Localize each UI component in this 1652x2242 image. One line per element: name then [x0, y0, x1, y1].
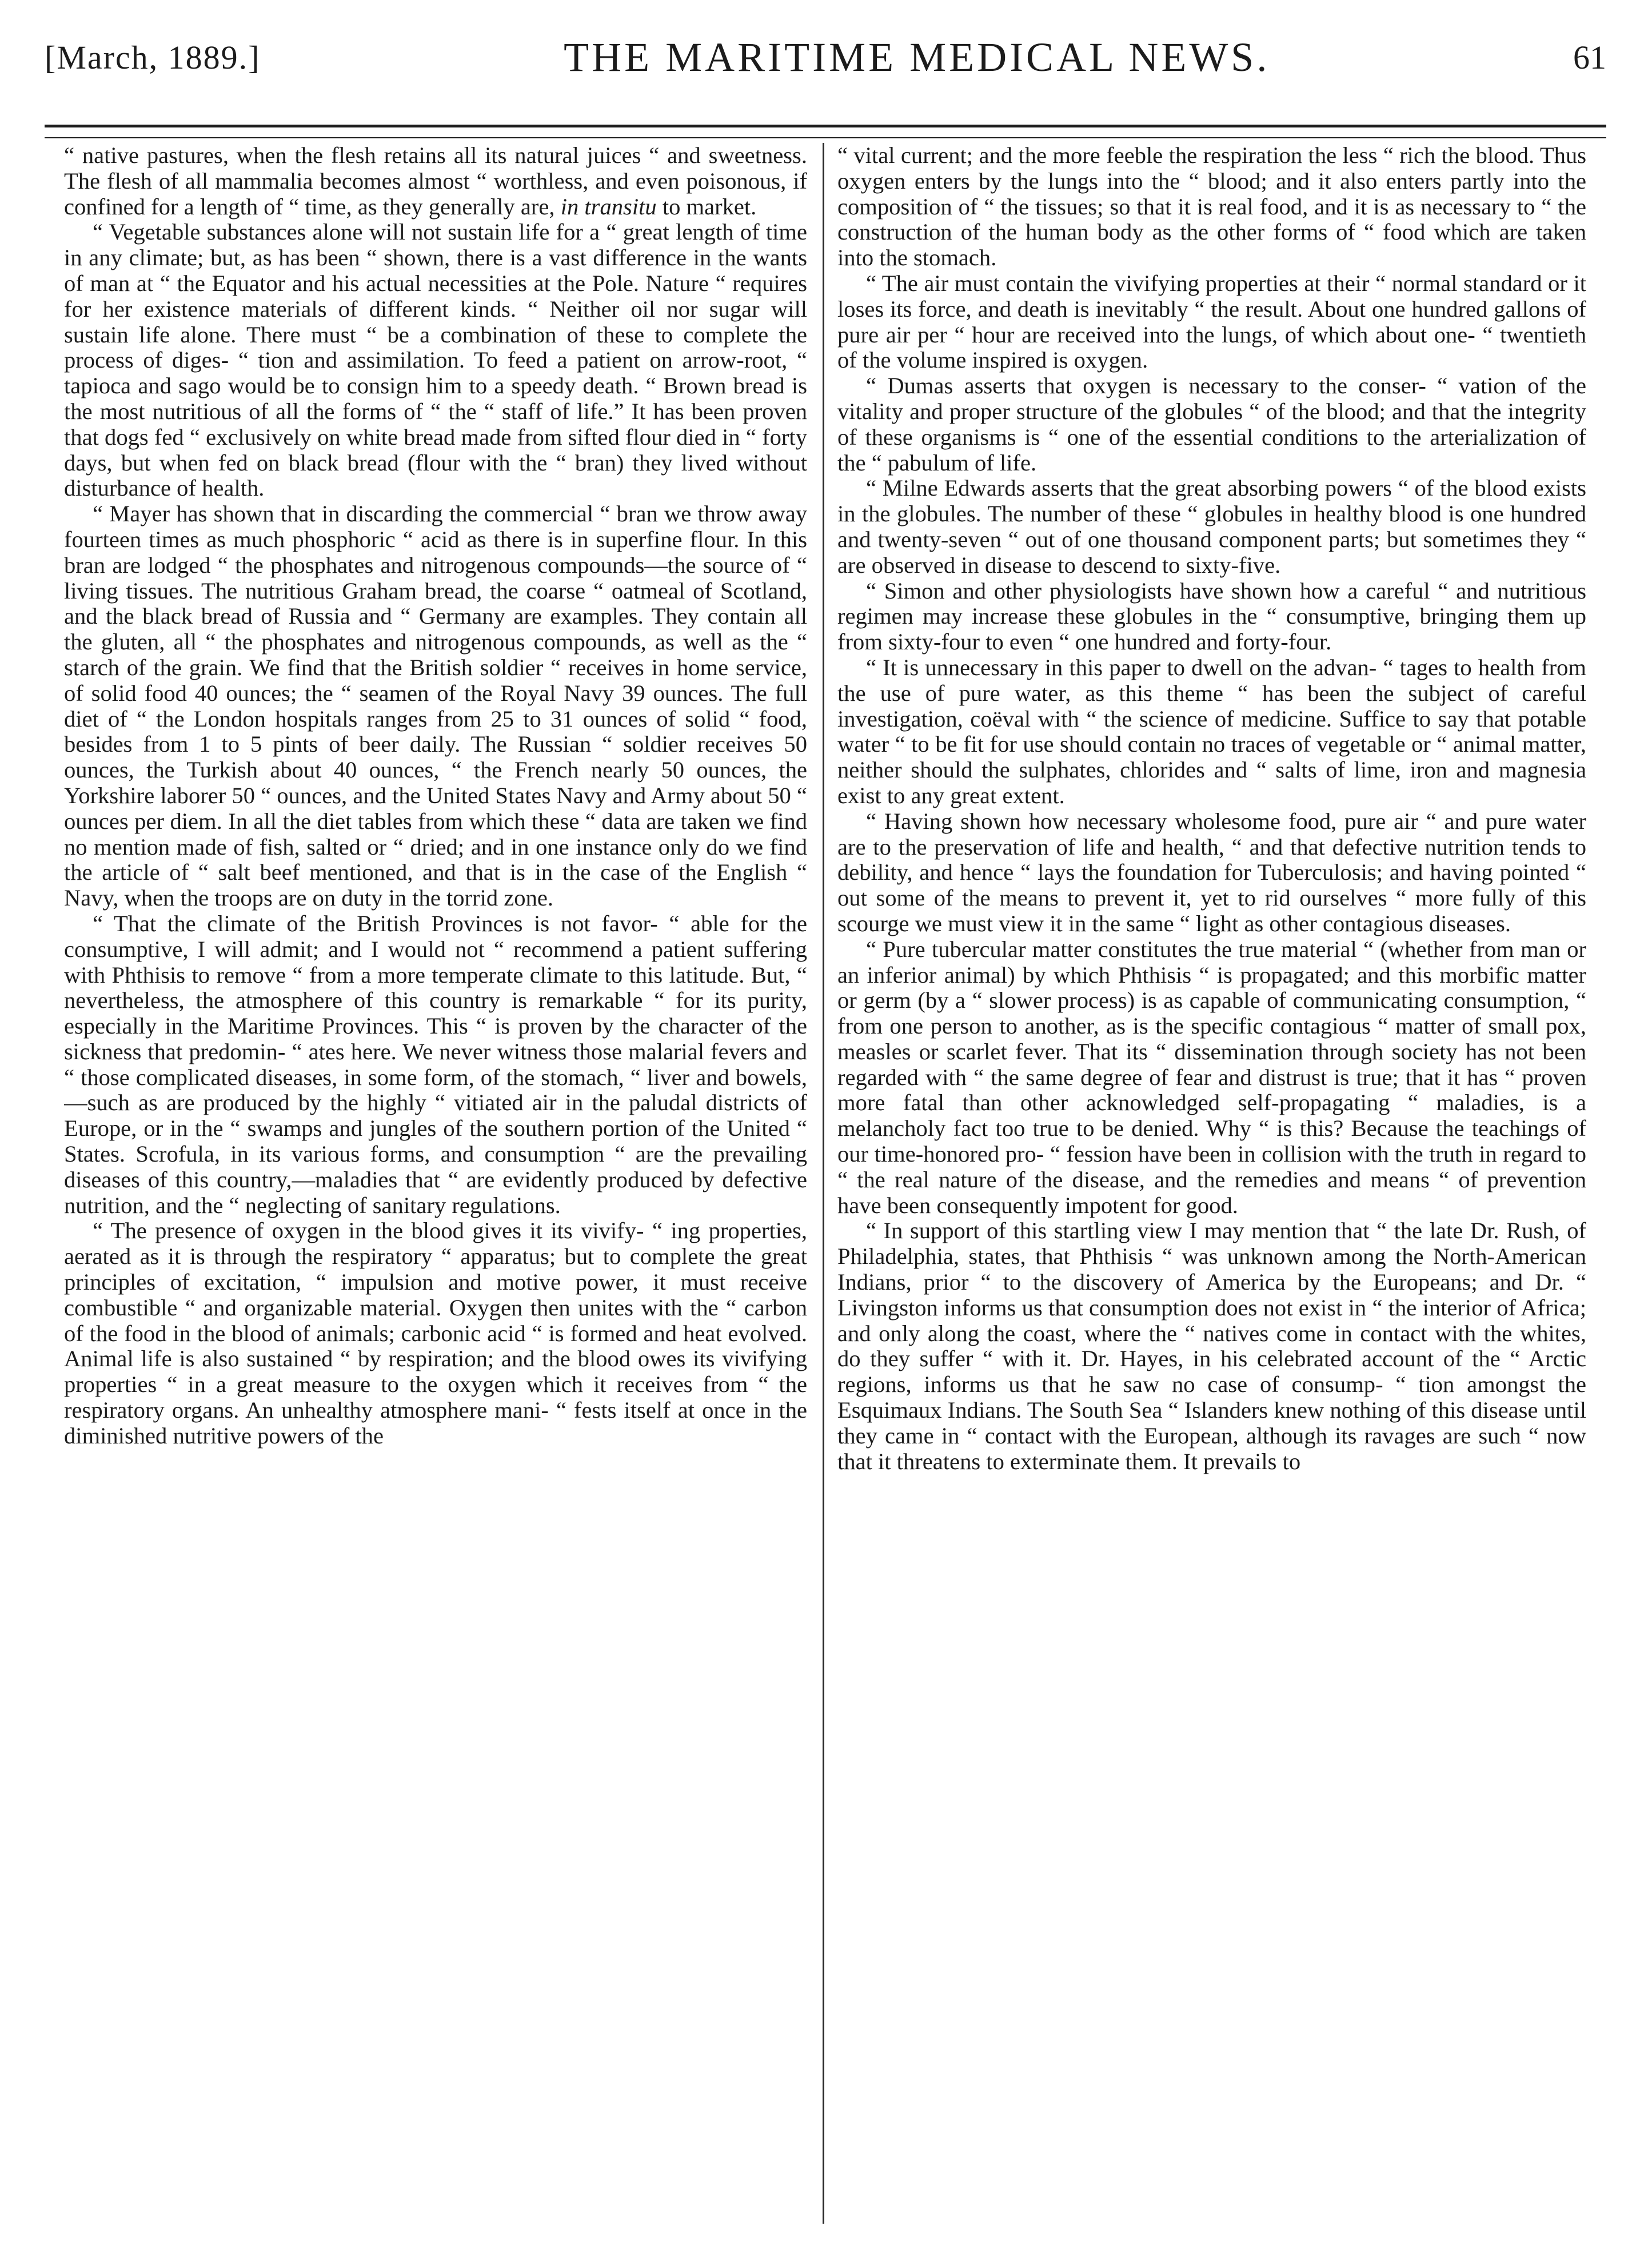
paragraph: “ vital current; and the more feeble the respiration the less “ rich the blood. Thus oxygen enters by the lungs into the “ blood; and it also enters partly into the composition of “ the tissues; so that it is real food, and it is as necessary to “ the construction of the human body as the other forms of “ food which are taken into the stomach. — [837, 143, 1586, 271]
paragraph: “ The presence of oxygen in the blood gives it its vivify- “ ing properties, aerated as it is through the respiratory “ apparatus; but to complete the great principles of excitation, “ impulsion and motive power, it must receive combustible “ and organizable material. Oxygen then unites with the “ carbon of the food in the blood of animals; carbonic acid “ is formed and heat evolved. Animal life is also sustained “ by respiration; and the blood owes its vivifying properties “ in a great measure to the oxygen which it receives from “ the respiratory organs. An unhealthy atmosphere mani- “ fests itself at once in the diminished nutritive powers of the — [64, 1218, 807, 1449]
paragraph: “ Vegetable substances alone will not sustain life for a “ great length of time in any climate; but, as has been “ shown, there is a vast difference in the wants of man at “ the Equator and his actual necessities at the Pole. Nature “ requires for her existence materials of different kinds. “ Neither oil nor sugar will sustain life alone. There must “ be a combination of these to complete the process of diges- “ tion and assimilation. To feed a patient on arrow-root, “ tapioca and sago would be to consign him to a speedy death. “ Brown bread is the most nutritious of all the forms of “ the “ staff of life.” It has been proven that dogs fed “ exclusively on white bread made from sifted flour died in “ forty days, but when fed on black bread (flour with the “ bran) they lived without disturbance of health. — [64, 219, 807, 501]
journal-title: THE MARITIME MEDICAL NEWS. — [564, 34, 1270, 80]
right-column — [837, 143, 1586, 2224]
paragraph: “ Having shown how necessary wholesome food, pure air “ and pure water are to the preservation of life and health, “ and that defective nutrition tends to debility, and hence “ lays the foundation for Tuberculosis; and having pointed “ out some of the means to prevent it, yet to rid ourselves “ more fully of this scourge we must view it in the same “ light as other contagious diseases. — [837, 808, 1586, 936]
paragraph: “ Mayer has shown that in discarding the commercial “ bran we throw away fourteen times as much phosphoric “ acid as there is in superfine flour. In this bran are lodged “ the phosphates and nitrogenous compounds—the source of “ living tissues. The nutritious Graham bread, the coarse “ oatmeal of Scotland, and the black bread of Russia and “ Germany are examples. They contain all the gluten, all “ the phosphates and nitrogenous compounds, as well as the “ starch of the grain. We find that the British soldier “ receives in home service, of solid food 40 ounces; the “ seamen of the Royal Navy 39 ounces. The full diet of “ the London hospitals ranges from 25 to 31 ounces of solid “ food, besides from 1 to 5 pints of beer daily. The Russian “ soldier receives 50 ounces, the Turkish about 40 ounces, “ the French nearly 50 ounces, the Yorkshire laborer 50 “ ounces, and the United States Navy and Army about 50 “ ounces per diem. In all the diet tables from which these “ data are taken we find no mention made of fish, salted or “ dried; and in one instance only do we find the article of “ salt beef mentioned, and that is in the case of the English “ Navy, when the troops are on duty in the torrid zone. — [64, 501, 807, 911]
paragraph: “ In support of this startling view I may mention that “ the late Dr. Rush, of Philadelphia, states, that Phthisis “ was unknown among the North-American Indians, prior “ to the discovery of America by the Europeans; and Dr. “ Livingston informs us that consumption does not exist in “ the interior of Africa; and only along the coast, where the “ natives come in contact with the whites, do they suffer “ with it. Dr. Hayes, in his celebrated account of the “ Arctic regions, informs us that he saw no case of consump- “ tion amongst the Esquimaux Indians. The South Sea “ Islanders knew nothing of this disease until they came in “ contact with the European, although its ravages are such “ now that it threatens to exterminate them. It prevails to — [837, 1218, 1586, 1474]
paragraph: “ Pure tubercular matter constitutes the true material “ (whether from man or an inferior animal) by which Phthisis “ is propagated; and this morbific matter or germ (by a “ slower process) is as capable of communicating consumption, “ from one person to another, as is the specific contagious “ matter of small pox, measles or scarlet fever. That its “ dissemination through society has not been regarded with “ the same degree of fear and distrust is true; that it has “ proven more fatal than other acknowledged self-propagating “ maladies, is a melancholy fact too true to be denied. Why “ is this? Because the teachings of our time-honored pro- “ fession have been in collision with the truth in regard to “ the real nature of the disease, and the remedies and means “ of prevention have been consequently impotent for good. — [837, 936, 1586, 1218]
issue-date: [March, 1889.] — [45, 38, 261, 76]
page-number: 61 — [1573, 38, 1606, 76]
column-divider — [823, 143, 824, 2224]
paragraph: “ It is unnecessary in this paper to dwell on the advan- “ tages to health from the use of pure water, as this theme “ has been the subject of careful investigation, coëval with “ the science of medicine. Suffice to say that potable water “ to be fit for use should contain no traces of vegetable or “ animal matter, neither should the sulphates, chlorides and “ salts of lime, iron and magnesia exist to any great extent. — [837, 654, 1586, 808]
header-rule-thick — [45, 125, 1606, 127]
header-rule-thin — [45, 137, 1606, 138]
paragraph: “ The air must contain the vivifying properties at their “ normal standard or it loses its force, and death is inevitably “ the result. About one hundred gallons of pure air per “ hour are received into the lungs, of which about one- “ twentieth of the volume inspired is oxygen. — [837, 270, 1586, 373]
left-column — [64, 143, 807, 2224]
paragraph: “ Simon and other physiologists have shown how a careful “ and nutritious regimen may increase these globules in the “ consumptive, bringing them up from sixty-four to even “ one hundred and forty-four. — [837, 577, 1586, 655]
page-header — [45, 23, 1606, 91]
paragraph: “ Milne Edwards asserts that the great absorbing powers “ of the blood exists in the globules. The number of these “ globules in healthy blood is one hundred and twenty-seven “ out of one thousand component parts; but sometimes they “ are observed in disease to descend to sixty-five. — [837, 475, 1586, 578]
latin-phrase: in transitu — [560, 193, 657, 220]
paragraph: “ That the climate of the British Provinces is not favor- “ able for the consumptive, I will admit; and I would not “ recommend a patient suffering with Phthisis to remove “ from a more temperate climate to this latitude. But, “ nevertheless, the atmosphere of this country is remarkable “ for its purity, especially in the Maritime Provinces. This “ is proven by the character of the sickness that predomin- “ ates here. We never witness those malarial fevers and “ those complicated diseases, in some form, of the stomach, “ liver and bowels,—such as are produced by the highly “ vitiated air in the paludal districts of Europe, or in the “ swamps and jungles of the southern portion of the United “ States. Scrofula, in its various forms, and consumption “ are the prevailing diseases of this country,—maladies that “ are evidently produced by defective nutrition, and the “ neglecting of sanitary regulations. — [64, 910, 807, 1218]
paragraph: “ native pastures, when the flesh retains all its natural juices “ and sweetness. The flesh of all mammalia becomes almost “ worthless, and even poisonous, if confined for a length of “ time, as they generally are, in transitu to market. — [64, 143, 807, 220]
paragraph: “ Dumas asserts that oxygen is necessary to the conser- “ vation of the vitality and proper structure of the globules “ of the blood; and that the integrity of these organisms is “ one of the essential conditions to the arterialization of the “ pabulum of life. — [837, 373, 1586, 476]
